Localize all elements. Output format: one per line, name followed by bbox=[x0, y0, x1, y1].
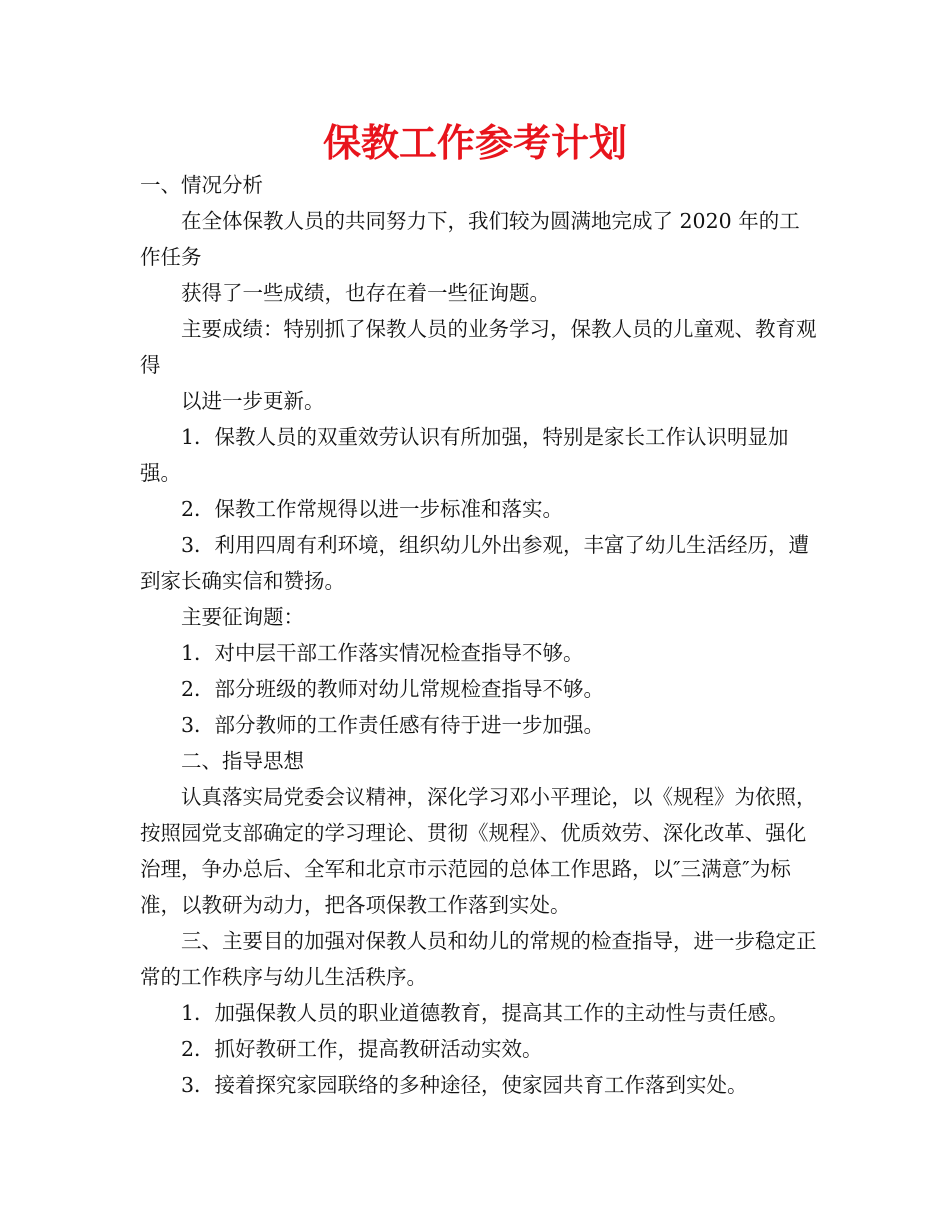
paragraph: 三、主要目的加强对保教人员和幼儿的常规的检查指导，进一步稳定正常的工作秩序与幼儿生活秩序。 bbox=[140, 929, 817, 989]
paragraph: 1．对中层干部工作落实情况检查指导不够。 bbox=[181, 641, 584, 665]
paragraph: 2．抓好教研工作，提高教研活动实效。 bbox=[181, 1037, 543, 1061]
document-body bbox=[140, 167, 820, 1103]
paragraph: 认真落实局党委会议精神，深化学习邓小平理论，以《规程》为依照，按照园党支部确定的学习理论、贯彻《规程》、优质效劳、深化改革、强化治理，争办总后、全军和北京市示范园的总体工作思路，以″三满意″为标准，以教研为动力，把各项保教工作落到实处。 bbox=[140, 785, 817, 917]
paragraph: 在全体保教人员的共同努力下，我们较为圆满地完成了 2020 年的工作任务 bbox=[140, 209, 800, 269]
paragraph: 1．保教人员的双重效劳认识有所加强，特别是家长工作认识明显加强。 bbox=[140, 425, 789, 485]
paragraph: 获得了一些成绩，也存在着一些征询题。 bbox=[181, 281, 550, 305]
paragraph: 2．部分班级的教师对幼儿常规检查指导不够。 bbox=[181, 677, 605, 701]
paragraph: 主要征询题： bbox=[181, 605, 304, 629]
paragraph: 1．加强保教人员的职业道德教育，提高其工作的主动性与责任感。 bbox=[181, 1001, 789, 1025]
paragraph: 以进一步更新。 bbox=[181, 389, 325, 413]
paragraph: 3．部分教师的工作责任感有待于进一步加强。 bbox=[181, 713, 605, 737]
paragraph: 二、指导思想 bbox=[181, 749, 304, 773]
paragraph: 3．接着探究家园联络的多种途径，使家园共育工作落到实处。 bbox=[181, 1073, 748, 1097]
paragraph: 一、情况分析 bbox=[140, 173, 263, 197]
paragraph: 主要成绩：特别抓了保教人员的业务学习，保教人员的儿童观、教育观得 bbox=[140, 317, 817, 377]
document-title: 保教工作参考计划 bbox=[322, 121, 627, 165]
paragraph: 2．保教工作常规得以进一步标准和落实。 bbox=[181, 497, 564, 521]
paragraph: 3．利用四周有利环境，组织幼儿外出参观，丰富了幼儿生活经历，遭到家长确实信和赞扬。 bbox=[140, 533, 810, 593]
